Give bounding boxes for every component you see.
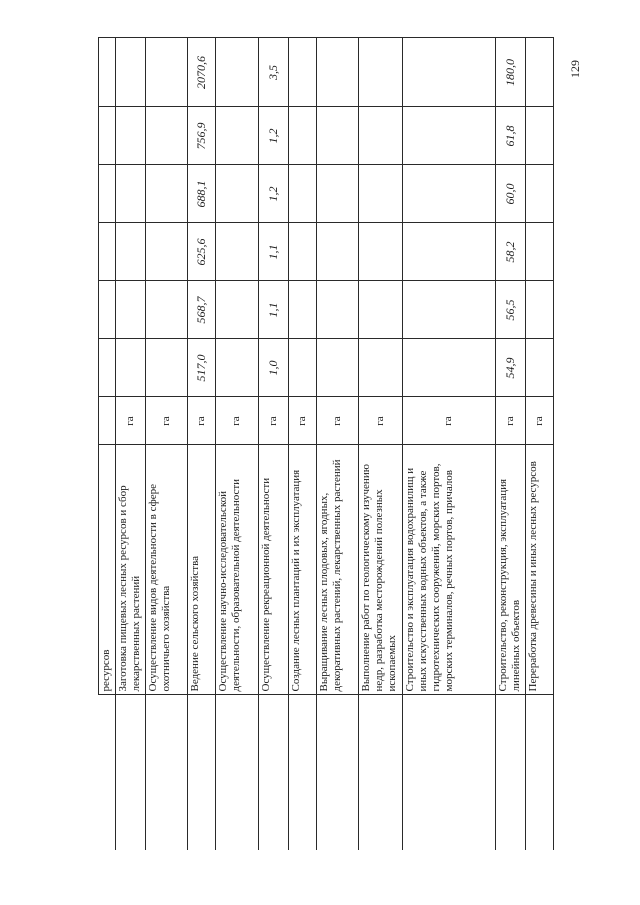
table-row (145, 38, 187, 850)
table-row (359, 38, 403, 850)
value-cell (216, 38, 258, 107)
value-cell (316, 38, 358, 107)
unit-cell: га (258, 397, 288, 445)
table-row (258, 38, 288, 850)
value-cell (115, 339, 145, 397)
empty-cell (188, 695, 216, 850)
value-cell (316, 107, 358, 165)
value-cell: 2070,6 (188, 38, 216, 107)
value-cell (99, 165, 116, 223)
value-cell (402, 281, 495, 339)
table-row (216, 38, 258, 850)
value-cell (359, 107, 403, 165)
value-cell (525, 339, 553, 397)
value-cell (316, 223, 358, 281)
value-cell (525, 107, 553, 165)
activity-name-cell: ресурсов (99, 445, 116, 695)
activity-name-cell: Строительство, реконструкция, эксплуатация линейных объектов (495, 445, 525, 695)
value-cell: 54,9 (495, 339, 525, 397)
value-cell (359, 339, 403, 397)
unit-cell: га (316, 397, 358, 445)
value-cell (216, 107, 258, 165)
value-cell: 3,5 (258, 38, 288, 107)
empty-cell (402, 695, 495, 850)
value-cell (99, 281, 116, 339)
table-body (99, 38, 554, 850)
empty-cell (359, 695, 403, 850)
value-cell (288, 339, 316, 397)
value-cell: 625,6 (188, 223, 216, 281)
empty-cell (216, 695, 258, 850)
unit-cell: га (145, 397, 187, 445)
activity-name-cell: Заготовка пищевых лесных ресурсов и сбор лекарственных растений (115, 445, 145, 695)
value-cell: 60,0 (495, 165, 525, 223)
empty-cell (495, 695, 525, 850)
table-row (288, 38, 316, 850)
activity-name-cell: Ведение сельского хозяйства (188, 445, 216, 695)
table-row (402, 38, 495, 850)
forest-use-table (98, 38, 554, 851)
value-cell (288, 223, 316, 281)
table-row (188, 38, 216, 850)
empty-cell (288, 695, 316, 850)
value-cell (216, 165, 258, 223)
value-cell (525, 165, 553, 223)
value-cell (402, 223, 495, 281)
value-cell (402, 38, 495, 107)
unit-cell: га (495, 397, 525, 445)
value-cell: 517,0 (188, 339, 216, 397)
value-cell (115, 223, 145, 281)
value-cell (99, 38, 116, 107)
page-number: 129 (568, 60, 582, 78)
value-cell (145, 281, 187, 339)
value-cell (288, 281, 316, 339)
value-cell (359, 38, 403, 107)
table-row (495, 38, 525, 850)
value-cell (359, 223, 403, 281)
value-cell (288, 38, 316, 107)
value-cell (115, 281, 145, 339)
activity-name-cell: Выращивание лесных плодовых, ягодных, декоративных растений, лекарственных растений (316, 445, 358, 695)
value-cell (359, 281, 403, 339)
value-cell (145, 339, 187, 397)
value-cell (216, 281, 258, 339)
value-cell (402, 107, 495, 165)
value-cell (402, 165, 495, 223)
empty-cell (525, 695, 553, 850)
value-cell (525, 38, 553, 107)
activity-name-cell: Создание лесных плантаций и их эксплуатация (288, 445, 316, 695)
value-cell: 756,9 (188, 107, 216, 165)
value-cell: 61,8 (495, 107, 525, 165)
value-cell: 568,7 (188, 281, 216, 339)
unit-cell: га (115, 397, 145, 445)
value-cell: 56,5 (495, 281, 525, 339)
unit-cell (99, 397, 116, 445)
table-row (115, 38, 145, 850)
value-cell (145, 107, 187, 165)
value-cell (216, 339, 258, 397)
value-cell (402, 339, 495, 397)
value-cell (216, 223, 258, 281)
activity-name-cell: Выполнение работ по геологическому изучению недр, разработка месторождений полезных ископаемых (359, 445, 403, 695)
value-cell (115, 38, 145, 107)
unit-cell: га (359, 397, 403, 445)
value-cell: 58,2 (495, 223, 525, 281)
value-cell (99, 339, 116, 397)
value-cell (145, 38, 187, 107)
value-cell: 1,0 (258, 339, 288, 397)
value-cell: 1,1 (258, 223, 288, 281)
unit-cell: га (525, 397, 553, 445)
value-cell (316, 165, 358, 223)
activity-name-cell: Переработка древесины и иных лесных ресурсов (525, 445, 553, 695)
value-cell (145, 223, 187, 281)
value-cell (525, 223, 553, 281)
empty-cell (115, 695, 145, 850)
value-cell (99, 107, 116, 165)
value-cell (288, 165, 316, 223)
value-cell (145, 165, 187, 223)
value-cell: 1,1 (258, 281, 288, 339)
table-row (99, 38, 116, 850)
value-cell (525, 281, 553, 339)
table-row (525, 38, 553, 850)
unit-cell: га (402, 397, 495, 445)
activity-name-cell: Осуществление видов деятельности в сфере охотничьего хозяйства (145, 445, 187, 695)
value-cell: 688,1 (188, 165, 216, 223)
value-cell: 180,0 (495, 38, 525, 107)
empty-cell (316, 695, 358, 850)
activity-name-cell: Осуществление научно-исследовательской деятельности, образовательной деятельности (216, 445, 258, 695)
value-cell (115, 165, 145, 223)
value-cell: 1,2 (258, 165, 288, 223)
value-cell (316, 281, 358, 339)
value-cell: 1,2 (258, 107, 288, 165)
activity-name-cell: Осуществление рекреационной деятельности (258, 445, 288, 695)
value-cell (359, 165, 403, 223)
value-cell (99, 223, 116, 281)
value-cell (288, 107, 316, 165)
table-row (316, 38, 358, 850)
value-cell (115, 107, 145, 165)
activity-name-cell: Строительство и эксплуатация водохранилищ и иных искусственных водных объектов, а также гидротехнических сооружений, морских портов, морских терминалов, речных портов, причалов (402, 445, 495, 695)
value-cell (316, 339, 358, 397)
empty-cell (145, 695, 187, 850)
empty-cell (99, 695, 116, 850)
empty-cell (258, 695, 288, 850)
unit-cell: га (188, 397, 216, 445)
unit-cell: га (288, 397, 316, 445)
unit-cell: га (216, 397, 258, 445)
